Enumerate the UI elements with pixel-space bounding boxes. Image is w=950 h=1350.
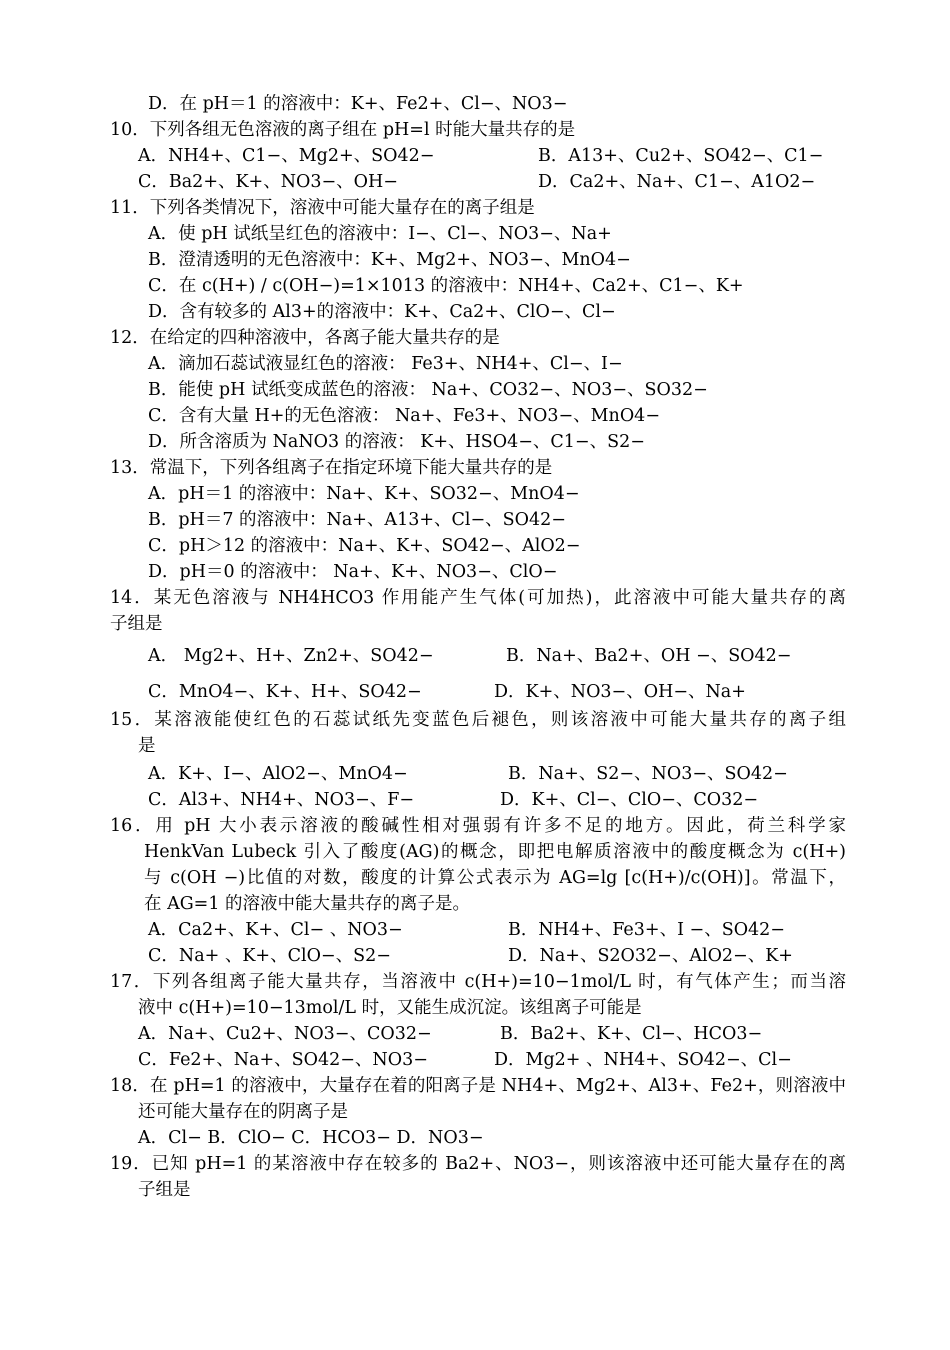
option-9-d: D．在 pH＝1 的溶液中：K+、Fe2+、Cl−、NO3− [148, 94, 568, 114]
question-16: 16．用 pH 大小表示溶液的酸碱性相对强弱有许多不足的地方。因此，荷兰科学家 [110, 816, 846, 836]
option-12-d: D．所含溶质为 NaNO3 的溶液： K+、HSO4−、C1−、S2− [148, 432, 645, 452]
option-14-a: A． Mg2+、H+、Zn2+、SO42− [148, 646, 434, 666]
option-13-d: D．pH＝0 的溶液中： Na+、K+、NO3−、ClO− [148, 562, 558, 582]
option-10-c: C．Ba2+、K+、NO3−、OH− [138, 172, 398, 192]
option-11-d: D．含有较多的 Al3+的溶液中：K+、Ca2+、ClO−、Cl− [148, 302, 616, 322]
option-15-c: C．Al3+、NH4+、NO3−、F− [148, 790, 415, 810]
option-14-d: D．K+、NO3−、OH−、Na+ [494, 682, 746, 702]
option-10-a: A．NH4+、C1−、Mg2+、SO42− [138, 146, 435, 166]
question-16-line3: 与 c(OH −)比值的对数，酸度的计算公式表示为 AG=lg [c(H+)/c(OH)]。常温下， [144, 868, 846, 888]
option-17-c: C．Fe2+、Na+、SO42−、NO3− [138, 1050, 428, 1070]
option-12-c: C．含有大量 H+的无色溶液： Na+、Fe3+、NO3−、MnO4− [148, 406, 660, 426]
option-13-a: A．pH＝1 的溶液中：Na+、K+、SO32−、MnO4− [148, 484, 580, 504]
option-16-b: B．NH4+、Fe3+、I −、SO42− [508, 920, 785, 940]
question-12: 12．在给定的四种溶液中，各离子能大量共存的是 [110, 328, 500, 348]
question-14: 14．某无色溶液与 NH4HCO3 作用能产生气体(可加热)，此溶液中可能大量共存的离 [110, 588, 846, 608]
question-18-cont: 还可能大量存在的阴离子是 [138, 1102, 348, 1122]
option-15-a: A．K+、I−、AlO2−、MnO4− [148, 764, 408, 784]
question-18: 18．在 pH=1 的溶液中，大量存在着的阳离子是 NH4+、Mg2+、Al3+、Fe2+，则溶液中 [110, 1076, 846, 1096]
question-13: 13．常温下，下列各组离子在指定环境下能大量共存的是 [110, 458, 553, 478]
question-16-line2: HenkVan Lubeck 引入了酸度(AG)的概念，即把电解质溶液中的酸度概念为 c(H+) [144, 842, 846, 862]
option-10-d: D．Ca2+、Na+、C1−、A1O2− [538, 172, 816, 192]
option-13-c: C．pH＞12 的溶液中：Na+、K+、SO42−、AlO2− [148, 536, 581, 556]
option-15-d: D．K+、Cl−、ClO−、CO32− [500, 790, 759, 810]
option-11-a: A．使 pH 试纸呈红色的溶液中：I−、Cl−、NO3−、Na+ [148, 224, 612, 244]
option-14-c: C．MnO4−、K+、H+、SO42− [148, 682, 422, 702]
question-19-cont: 子组是 [138, 1180, 191, 1200]
question-11: 11．下列各类情况下，溶液中可能大量存在的离子组是 [110, 198, 535, 218]
option-16-a: A．Ca2+、K+、Cl− 、NO3− [148, 920, 403, 940]
option-12-b: B．能使 pH 试纸变成蓝色的溶液： Na+、CO32−、NO3−、SO32− [148, 380, 708, 400]
question-16-line4: 在 AG=1 的溶液中能大量共存的离子是。 [144, 894, 471, 914]
option-17-d: D．Mg2+ 、NH4+、SO42−、Cl− [494, 1050, 792, 1070]
option-17-b: B．Ba2+、K+、Cl−、HCO3− [500, 1024, 763, 1044]
option-15-b: B．Na+、S2−、NO3−、SO42− [508, 764, 788, 784]
question-19: 19．已知 pH=1 的某溶液中存在较多的 Ba2+、NO3−，则该溶液中还可能大量存在的离 [110, 1154, 846, 1174]
question-15-cont: 是 [138, 736, 156, 756]
option-14-b: B．Na+、Ba2+、OH −、SO42− [506, 646, 792, 666]
option-10-b: B．A13+、Cu2+、SO42−、C1− [538, 146, 824, 166]
options-18: A．Cl− B．ClO− C．HCO3− D．NO3− [138, 1128, 484, 1148]
option-11-b: B．澄清透明的无色溶液中：K+、Mg2+、NO3−、MnO4− [148, 250, 631, 270]
question-14-cont: 子组是 [110, 614, 163, 634]
question-10: 10．下列各组无色溶液的离子组在 pH=l 时能大量共存的是 [110, 120, 576, 140]
option-16-d: D．Na+、S2O32−、AlO2−、K+ [508, 946, 793, 966]
option-16-c: C．Na+ 、K+、ClO−、S2− [148, 946, 391, 966]
question-15: 15．某溶液能使红色的石蕊试纸先变蓝色后褪色，则该溶液中可能大量共存的离子组 [110, 710, 846, 730]
option-17-a: A．Na+、Cu2+、NO3−、CO32− [138, 1024, 432, 1044]
option-12-a: A．滴加石蕊试液显红色的溶液： Fe3+、NH4+、Cl−、I− [148, 354, 623, 374]
question-17: 17．下列各组离子能大量共存，当溶液中 c(H+)=10−1mol/L 时，有气体产生；而当溶 [110, 972, 846, 992]
question-17-cont: 液中 c(H+)=10−13mol/L 时，又能生成沉淀。该组离子可能是 [138, 998, 642, 1018]
option-11-c: C．在 c(H+) / c(OH−)=1×1013 的溶液中：NH4+、Ca2+、C1−、K+ [148, 276, 744, 296]
option-13-b: B．pH＝7 的溶液中：Na+、A13+、Cl−、SO42− [148, 510, 566, 530]
